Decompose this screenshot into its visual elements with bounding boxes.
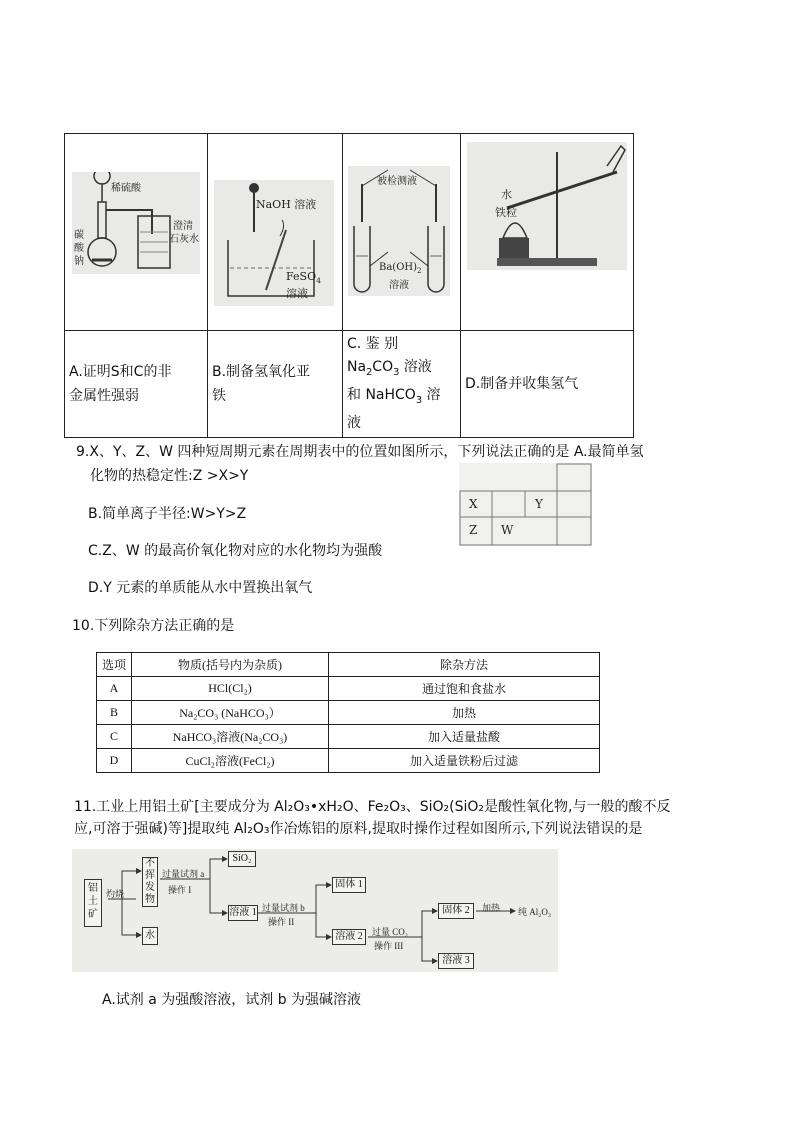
table-row xyxy=(97,677,600,701)
header-method: 除杂方法 xyxy=(329,653,600,677)
table-row xyxy=(97,725,600,749)
box-solution-3: 溶液 3 xyxy=(438,953,474,969)
header-option: 选项 xyxy=(97,653,132,677)
label-lime: 澄清 xyxy=(173,221,193,232)
q8-option-b: B.制备氢氧化亚 铁 xyxy=(208,331,343,438)
q8-cell-b-image xyxy=(208,134,343,331)
table-cell: B xyxy=(97,701,132,725)
label-burn: 灼烧 xyxy=(106,889,125,899)
q9-stem-line2: 化物的热稳定性:Z >X>Y xyxy=(90,468,249,484)
q8-option-a: A.证明S和C的非 金属性强弱 xyxy=(65,331,208,438)
grid-y: Y xyxy=(535,497,543,511)
table-cell: NaHCO₃溶液(Na₂CO₃) xyxy=(132,725,329,749)
label-reagent-b: 过量试剂 b xyxy=(262,903,305,913)
q8-option-c: C. 鉴 别 $Na_2CO_3$ 溶液 和 NaHCO$_3$ 溶 液 xyxy=(343,331,461,438)
label-op3: 操作 III xyxy=(374,941,404,951)
q10-stem: 10.下列除杂方法正确的是 xyxy=(72,618,235,634)
q9-option-b: B.简单离子半径:W>Y>Z xyxy=(88,506,247,522)
table-cell: Na₂CO₃ (NaHCO₃） xyxy=(132,701,329,725)
label-naoh: NaOH 溶液 xyxy=(256,198,317,211)
table-cell: CuCl₂溶液(FeCl₂) xyxy=(132,749,329,773)
label-carbon-1: 碳 xyxy=(74,230,84,241)
table-cell: C xyxy=(97,725,132,749)
table-cell: HCl(Cl₂) xyxy=(132,677,329,701)
label-water: 水 xyxy=(501,188,512,201)
box-solid-1: 固体 1 xyxy=(332,877,366,893)
q9-periodic-grid xyxy=(459,463,592,546)
box-solution-1: 溶液 1 xyxy=(228,905,258,921)
label-heat: 加热 xyxy=(482,903,501,913)
label-baoh2: $Ba(OH)_2$ xyxy=(379,262,422,275)
q9-option-d: D.Y 元素的单质能从水中置换出氧气 xyxy=(88,580,313,596)
label-lime-2: 石灰水 xyxy=(169,234,199,245)
table-cell: 加热 xyxy=(329,701,600,725)
q11-stem-line2: 应,可溶于强碱)等]提取纯 Al₂O₃作冶炼铝的原料,提取时操作过程如图所示,下列说法错误的是 xyxy=(74,821,643,837)
q10-table xyxy=(96,652,600,773)
q9-option-c: C.Z、W 的最高价氧化物对应的水化物均为强酸 xyxy=(88,543,383,559)
label-pure-al2o3: 纯 Al₂O₃ xyxy=(518,907,552,917)
label-co2: 过量 CO₂ xyxy=(372,927,408,937)
table-row xyxy=(97,749,600,773)
apparatus-d-image xyxy=(467,142,627,270)
grid-z: Z xyxy=(469,523,478,537)
label-iron: 铁粒 xyxy=(495,206,517,219)
table-cell: 加入适量铁粉后过滤 xyxy=(329,749,600,773)
q8-option-d: D.制备并收集氢气 xyxy=(461,331,634,438)
label-test-solution: 被检测液 xyxy=(377,176,417,187)
label-op1: 操作 I xyxy=(168,885,192,895)
box-water: 水 xyxy=(142,927,158,945)
table-cell: D xyxy=(97,749,132,773)
box-solution-2: 溶液 2 xyxy=(332,929,366,945)
grid-w: W xyxy=(501,523,514,537)
box-sio2: SiO₂ xyxy=(228,851,256,867)
q8-cell-a-image xyxy=(65,134,208,331)
label-baoh2-solution: 溶液 xyxy=(389,280,409,291)
q11-flowchart xyxy=(72,849,558,972)
label-feso4: FeSO$_4$ xyxy=(286,270,322,286)
label-reagent-a: 过量试剂 a xyxy=(162,869,205,879)
label-dilute-sulfuric: 稀硫酸 xyxy=(111,183,141,194)
grid-x: X xyxy=(469,497,478,511)
q9-stem-line1: 9.X、Y、Z、W 四种短周期元素在周期表中的位置如图所示，下列说法正确的是 A.最简单氢 xyxy=(76,444,644,460)
q8-table xyxy=(64,133,634,438)
box-nonvolatile: 不挥发物 xyxy=(142,857,158,907)
label-carbon-3: 钠 xyxy=(74,256,84,267)
label-feso4-solution: 溶液 xyxy=(286,287,308,300)
table-row xyxy=(97,701,600,725)
header-substance: 物质(括号内为杂质) xyxy=(132,653,329,677)
table-cell: 加入适量盐酸 xyxy=(329,725,600,749)
table-header-row xyxy=(97,653,600,677)
q8-cell-c-image xyxy=(343,134,461,331)
label-op2: 操作 II xyxy=(268,917,295,927)
q8-cell-d-image xyxy=(461,134,634,331)
box-solid-2: 固体 2 xyxy=(438,903,474,919)
q11-stem-line1: 11.工业上用铝土矿[主要成分为 Al₂O₃•xH₂O、Fe₂O₃、SiO₂(SiO₂是酸性氧化物,与一般的酸不反 xyxy=(74,799,671,815)
label-carbon-2: 酸 xyxy=(74,243,84,254)
table-cell: 通过饱和食盐水 xyxy=(329,677,600,701)
table-cell: A xyxy=(97,677,132,701)
q11-option-a: A.试剂 a 为强酸溶液，试剂 b 为强碱溶液 xyxy=(102,992,362,1008)
box-bauxite: 铝土矿 xyxy=(84,879,102,927)
